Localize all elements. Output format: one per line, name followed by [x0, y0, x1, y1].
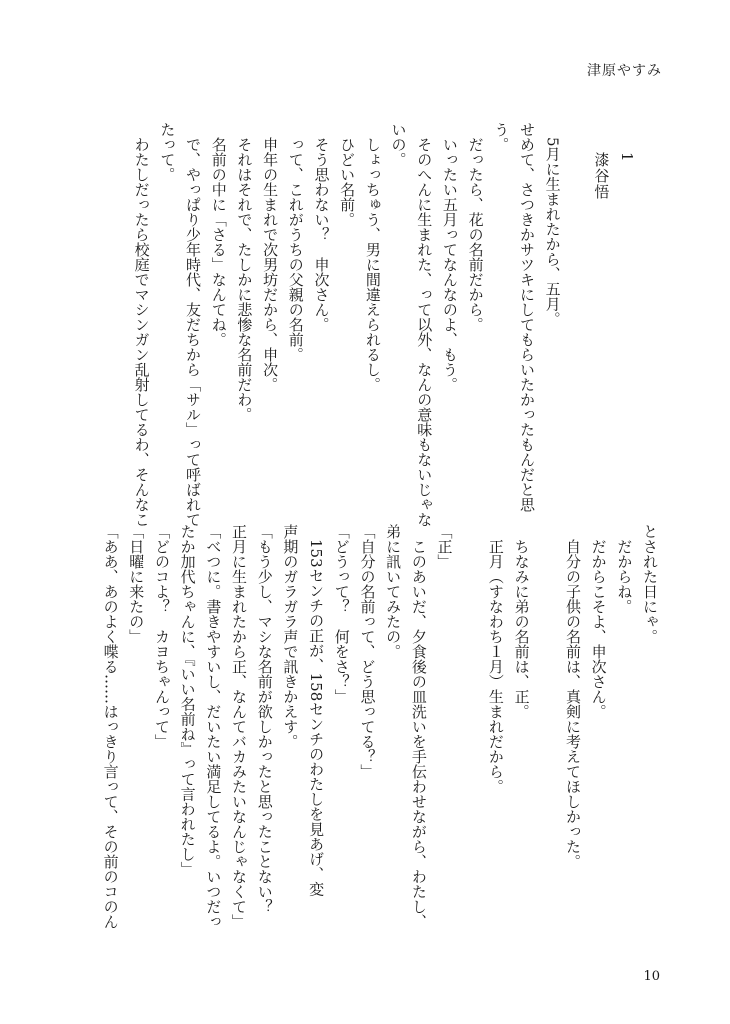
text-column: 153センチの正が、158センチのわたしを見あげ、変	[307, 524, 326, 897]
text-column: それはそれで、たしかに悲惨な名前だわ。	[235, 122, 254, 422]
text-column: 申年の生まれで次男坊だから、申次。	[261, 122, 280, 392]
text-column: 正月に生まれたから正、なんてバカみたいなんじゃなくて」	[230, 524, 248, 929]
text-column: せめて、さつきかサツキにしてもらいたかったもんだと思	[517, 122, 536, 512]
text-column: 「ああ、あのよく喋る……はっきり言って、その前のコのん	[101, 524, 120, 929]
text-column: 弟に訊いてみたの。	[384, 524, 403, 659]
text-column: だからね。	[615, 524, 634, 614]
text-column: 「どうって？ 何をさ？」	[332, 524, 351, 704]
text-column: ひどい名前。	[338, 122, 357, 227]
text-column: いったい五月ってなんなのよ、もう。	[440, 122, 459, 392]
text-column: 「どのコよ？ カヨちゃんって」	[152, 524, 171, 749]
running-header-author: 津原やすみ	[587, 63, 662, 79]
text-column: 声期のガラガラ声で訊きかえす。	[281, 524, 300, 749]
text-column: たって。	[158, 122, 177, 182]
text-column: 名前の中に「さる」なんてね。	[209, 122, 228, 347]
text-column: って、これがうちの父親の名前。	[286, 122, 305, 362]
column-spacer	[639, 122, 662, 532]
page-number: 10	[643, 969, 660, 984]
column-spacer	[565, 122, 588, 532]
text-column: 5月に生まれたから、五月。	[543, 122, 562, 327]
lower-text-block	[101, 524, 662, 934]
blank-column	[457, 524, 483, 934]
text-column: 「正」	[435, 524, 454, 569]
text-column: いの。	[389, 122, 408, 167]
text-column: このあいだ、夕食後の皿洗いを手伝わせながら、わたし、	[409, 524, 428, 929]
chapter-title: 漆谷悟	[592, 152, 611, 200]
chapter-number: 1	[618, 152, 636, 162]
text-column: たか加代ちゃんに、『いい名前ね』って言われたし」	[178, 524, 197, 877]
text-column: そう思わない？ 申次さん。	[312, 122, 331, 332]
text-column: 「べつに。書きやすいし、だいたい満足してるよ。いつだっ	[204, 524, 223, 929]
text-column: とされた日にゃ。	[641, 524, 659, 644]
text-column: ちなみに弟の名前は、正。	[512, 524, 531, 719]
text-column: 正月（すなわち１月）生まれだから。	[486, 524, 505, 794]
upper-text-block	[105, 122, 662, 532]
text-column: しょっちゅう、男に間違えられるし。	[363, 122, 382, 392]
text-column: う。	[492, 122, 511, 152]
text-column: 「日曜に来たの」	[127, 524, 146, 644]
text-column: そのへんに生まれた、って以外、なんの意味もないじゃな	[415, 122, 434, 527]
text-column: だからこそよ、申次さん。	[589, 524, 608, 719]
text-column: 自分の子供の名前は、真剣に考えてほしかった。	[563, 524, 582, 869]
text-column: 「自分の名前って、どう思ってる？」	[358, 524, 377, 779]
blank-column	[534, 524, 560, 934]
text-column: で、やっぱり少年時代、友だちから「サル」って呼ばれて	[184, 122, 202, 527]
text-column: だったら、花の名前だから。	[466, 122, 485, 332]
text-column: 「もう少し、マシな名前が欲しかったと思ったことない？	[255, 524, 274, 914]
text-column: わたしだったら校庭でマシンガン乱射してるわ、そんなこ	[132, 122, 151, 527]
